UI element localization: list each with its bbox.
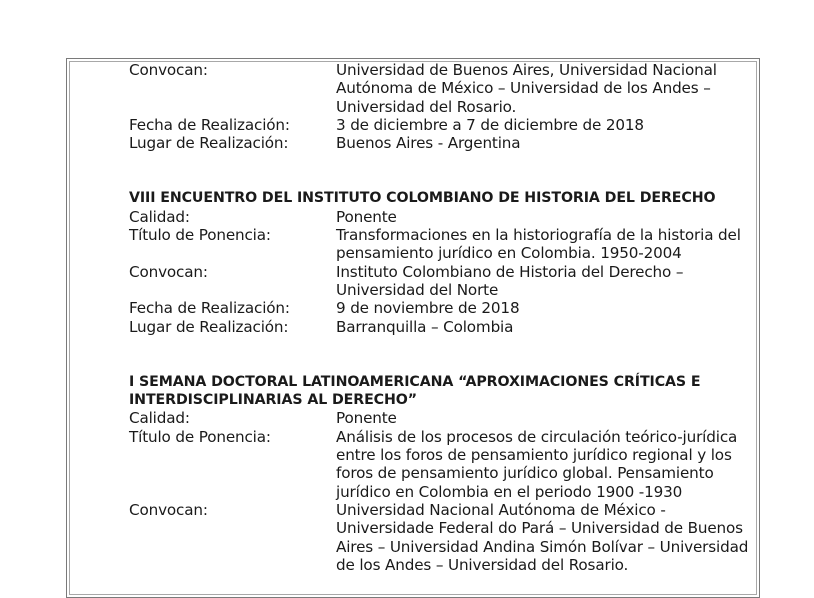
entry-viii-encuentro xyxy=(129,189,749,335)
convocan-line: Universidad de Buenos Aires, Universidad Nacional xyxy=(336,61,717,79)
titulo-line: pensamiento jurídico en Colombia. 1950-2004 xyxy=(336,244,682,263)
convocan-line: Instituto Colombiano de Historia del Derecho – xyxy=(336,262,684,281)
convocan-row xyxy=(129,61,749,116)
lugar-row xyxy=(129,318,749,336)
heading-line: INTERDISCIPLINARIAS AL DERECHO” xyxy=(129,392,417,409)
calidad-value: Ponente xyxy=(336,409,397,428)
titulo-value xyxy=(336,428,749,501)
convocan-line: Autónoma de México – Universidad de los Andes – xyxy=(336,79,711,98)
fecha-value: 3 de diciembre a 7 de diciembre de 2018 xyxy=(336,115,644,134)
lugar-value: Barranquilla – Colombia xyxy=(336,317,514,336)
convocan-line: Universidade Federal do Pará – Universidad de Buenos xyxy=(336,519,743,538)
convocan-line: Aires – Universidad Andina Simón Bolívar – Universidad xyxy=(336,537,749,556)
convocan-row xyxy=(129,263,749,300)
titulo-value xyxy=(336,226,749,263)
document-content xyxy=(129,61,749,574)
entry-heading: VIII ENCUENTRO DEL INSTITUTO COLOMBIANO DE HISTORIA DEL DERECHO xyxy=(129,190,716,207)
calidad-label: Calidad: xyxy=(129,409,190,428)
convocan-line: Universidad Nacional Autónoma de México - xyxy=(336,500,666,519)
lugar-label: Lugar de Realización: xyxy=(129,317,289,336)
convocan-label: Convocan: xyxy=(129,500,208,519)
fecha-row xyxy=(129,116,749,134)
lugar-row xyxy=(129,134,749,152)
entry-previous xyxy=(129,61,749,152)
calidad-label: Calidad: xyxy=(129,207,190,226)
entry-semana-doctoral xyxy=(129,373,749,574)
titulo-line: entre los foros de pensamiento jurídico regional y los xyxy=(336,446,732,465)
convocan-value xyxy=(336,263,749,300)
titulo-line: Transformaciones en la historiografía de la historia del xyxy=(336,226,741,245)
titulo-label: Título de Ponencia: xyxy=(129,226,271,245)
titulo-line: foros de pensamiento jurídico global. Pensamiento xyxy=(336,464,714,483)
titulo-row xyxy=(129,226,749,263)
calidad-row xyxy=(129,409,749,427)
lugar-label: Lugar de Realización: xyxy=(129,134,289,153)
convocan-value xyxy=(336,501,749,574)
titulo-line: Análisis de los procesos de circulación teórico-jurídica xyxy=(336,427,738,446)
fecha-value: 9 de noviembre de 2018 xyxy=(336,299,520,318)
convocan-label: Convocan: xyxy=(129,61,208,79)
convocan-label: Convocan: xyxy=(129,262,208,281)
heading-line: I SEMANA DOCTORAL LATINOAMERICANA “APROXIMACIONES CRÍTICAS E xyxy=(129,373,701,390)
convocan-row xyxy=(129,501,749,574)
calidad-value: Ponente xyxy=(336,207,397,226)
calidad-row xyxy=(129,208,749,226)
entry-heading xyxy=(129,373,749,410)
titulo-row xyxy=(129,428,749,501)
convocan-line: Universidad del Rosario. xyxy=(336,97,517,116)
convocan-value xyxy=(336,61,749,116)
titulo-label: Título de Ponencia: xyxy=(129,427,271,446)
fecha-row xyxy=(129,299,749,317)
convocan-line: Universidad del Norte xyxy=(336,280,499,299)
fecha-label: Fecha de Realización: xyxy=(129,299,290,318)
titulo-line: jurídico en Colombia en el periodo 1900 -1930 xyxy=(336,482,683,501)
fecha-label: Fecha de Realización: xyxy=(129,115,290,134)
convocan-line: de los Andes – Universidad del Rosario. xyxy=(336,555,629,574)
lugar-value: Buenos Aires - Argentina xyxy=(336,134,521,153)
